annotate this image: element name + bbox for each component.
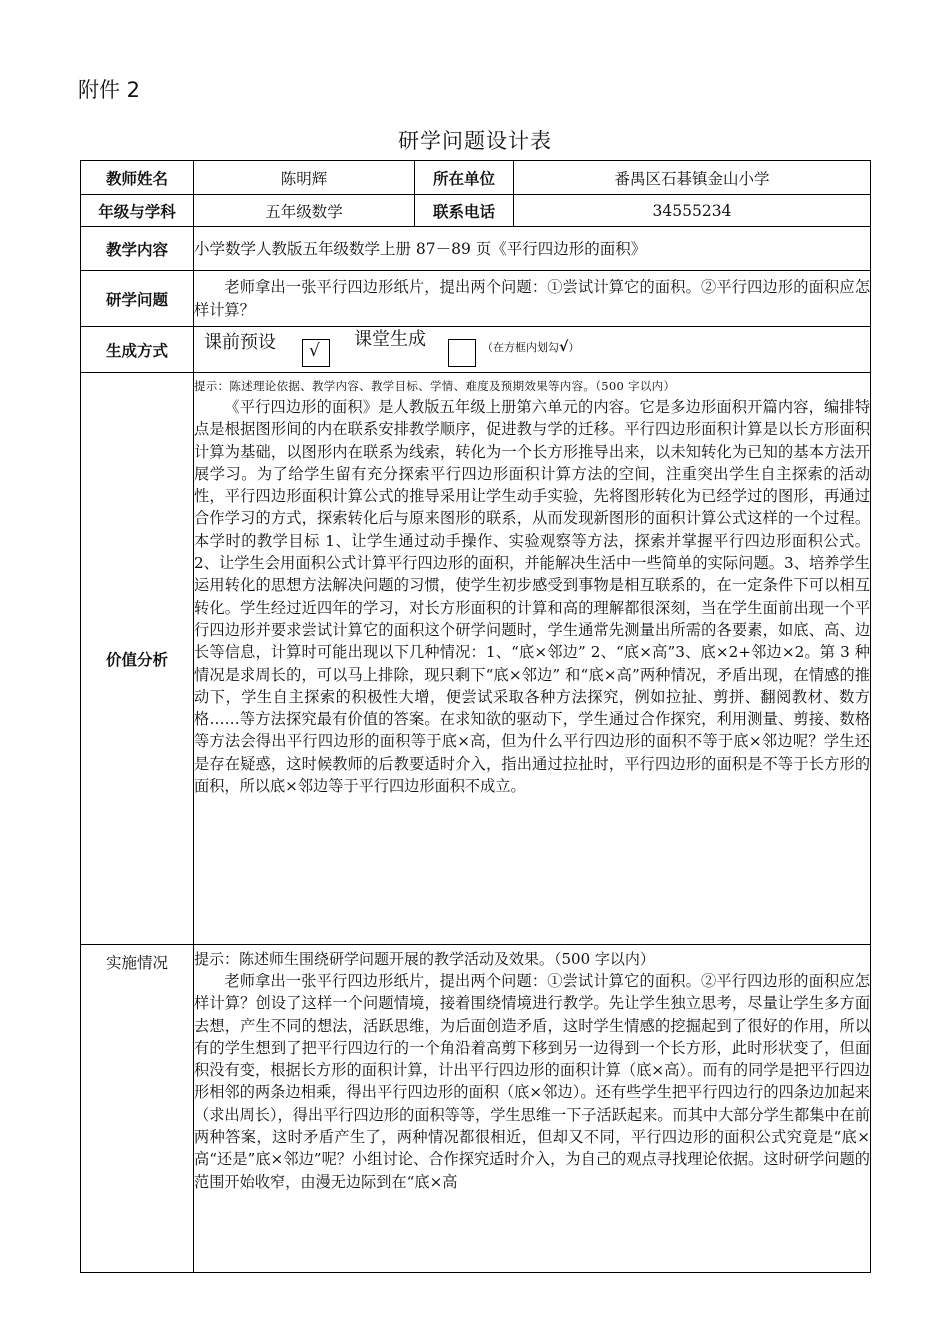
teacher-name-value: 陈明辉 <box>194 161 415 195</box>
generation-label: 生成方式 <box>81 327 194 373</box>
content-label: 教学内容 <box>81 227 194 271</box>
value-analysis-text: 《平行四边形的面积》是人教版五年级上册第六单元的内容。它是多边形面积开篇内容，编排特点是根据图形间的内在联系安排教学顺序，促进教与学的迁移。平行四边形面积计算是以长方形面积计算为基础，以图形内在联系为线索，转化为一个长方形推导出来，以未知转化为已知的基本方法开展学习。为了给学生留有充分探索平行四边形面积计算方法的空间，注重突出学生自主探索的活动性，平行四边形面积计算公式的推导采用让学生动手实验，先将图形转化为已经学过的图形，再通过合作学习的方式，探索转化后与原来图形的联系，从而发现新图形的面积计算公式这样的一个过程。本学时的教学目标 1、让学生通过动手操作、实验观察等方法，探索并掌握平行四边形面积公式。2、让学生会用面积公式计算平行四边形的面积，并能解决生活中一些简单的实际问题。3、培养学生运用转化的思想方法解决问题的习惯，使学生初步感受到事物是相互联系的，在一定条件下可以相互转化。学生经过近四年的学习，对长方形面积的计算和高的理解都很深刻，当在学生面前出现一个平行四边形并要求尝试计算它的面积这个研学问题时，学生通常先测量出所需的各要素，如底、高、边长等信息，计算时可能出现以下几种情况：1、“底×邻边” 2、“底×高”3、底×2+邻边×2。第 3 种情况是求周长的，可以马上排除，现只剩下“底×邻边” 和“底×高”两种情况，矛盾出现，在情感的推动下，学生自主探索的积极性大增，便尝试采取各种方法探究，例如拉扯、剪拼、翻阅教材、数方格……等方法探究最有价值的答案。在求知欲的驱动下，学生通过合作探究，利用测量、剪接、数格等方法会得出平行四边形的面积等于底×高，但为什么平行四边形的面积不等于底×邻边呢？学生还是存在疑惑，这时候教师的后教要适时介入，指出通过拉扯时，平行四边形的面积是不等于长方形的面积，所以底×邻边等于平行四边形面积不成立。 <box>194 398 870 796</box>
generation-note: （在方框内划勾√） <box>482 339 580 355</box>
row-generation <box>81 327 871 373</box>
phone-label: 联系电话 <box>415 195 514 227</box>
grade-label: 年级与学科 <box>81 195 194 227</box>
attachment-label: 附件 2 <box>78 78 141 102</box>
option-classroom-checkbox[interactable] <box>448 339 476 367</box>
question-value: 老师拿出一张平行四边形纸片，提出两个问题：①尝试计算它的面积。②平行四边形的面积应怎样计算？ <box>194 278 870 319</box>
content-value: 小学数学人教版五年级数学上册 87－89 页《平行四边形的面积》 <box>194 227 871 271</box>
implementation-text: 老师拿出一张平行四边形纸片，提出两个问题：①尝试计算它的面积。②平行四边形的面积应怎样计算？创设了这样一个问题情境，接着围绕情境进行教学。先让学生独立思考，尽量让学生多方面去想，产生不同的想法，活跃思维，为后面创造矛盾，这时学生情感的挖掘起到了很好的作用，所以有的学生想到了把平行四边行的一个角沿着高剪下移到另一边得到一个长方形，此时形状变了，但面积没有变，根据长方形的面积计算，计出平行四边形的面积计算（底×高）。而有的同学是把平行四边形相邻的两条边相乘，得出平行四边形的面积（底×邻边）。还有些学生把平行四边行的四条边加起来（求出周长），得出平行四边形的面积等等，学生思维一下子活跃起来。而其中大部分学生都集中在前两种答案，这时矛盾产生了，两种情况都很相近，但却又不同，平行四边形的面积公式究竟是“底×高“还是”底×邻边”呢？小组讨论、合作探究适时介入，为自己的观点寻找理论依据。这时研学问题的范围开始收窄，由漫无边际到在“底×高 <box>194 972 870 1191</box>
design-form-table <box>80 160 871 1273</box>
value-analysis-label: 价值分析 <box>81 373 194 945</box>
row-content <box>81 227 871 271</box>
option-classroom-label: 课堂生成 <box>354 329 426 350</box>
option-preset-label: 课前预设 <box>204 332 276 353</box>
row-question <box>81 271 871 327</box>
unit-label: 所在单位 <box>415 161 514 195</box>
note-check-icon: √ <box>559 339 569 355</box>
check-mark-icon: √ <box>309 341 320 361</box>
question-label: 研学问题 <box>81 271 194 327</box>
implementation-hint: 提示：陈述师生围绕研学问题开展的教学活动及效果。（500 字以内） <box>194 950 655 968</box>
teacher-name-label: 教师姓名 <box>81 161 194 195</box>
grade-value: 五年级数学 <box>194 195 415 227</box>
row-teacher <box>81 161 871 195</box>
row-implementation <box>81 945 871 1273</box>
phone-value: 34555234 <box>514 195 871 227</box>
row-grade <box>81 195 871 227</box>
implementation-label: 实施情况 <box>81 945 194 1273</box>
option-preset-checkbox[interactable] <box>302 339 330 367</box>
page-title: 研学问题设计表 <box>398 129 552 153</box>
row-value-analysis <box>81 373 871 945</box>
unit-value: 番禺区石碁镇金山小学 <box>514 161 871 195</box>
value-analysis-hint: 提示：陈述理论依据、教学内容、教学目标、学情、难度及预期效果等内容。（500 字以内） <box>194 379 676 393</box>
